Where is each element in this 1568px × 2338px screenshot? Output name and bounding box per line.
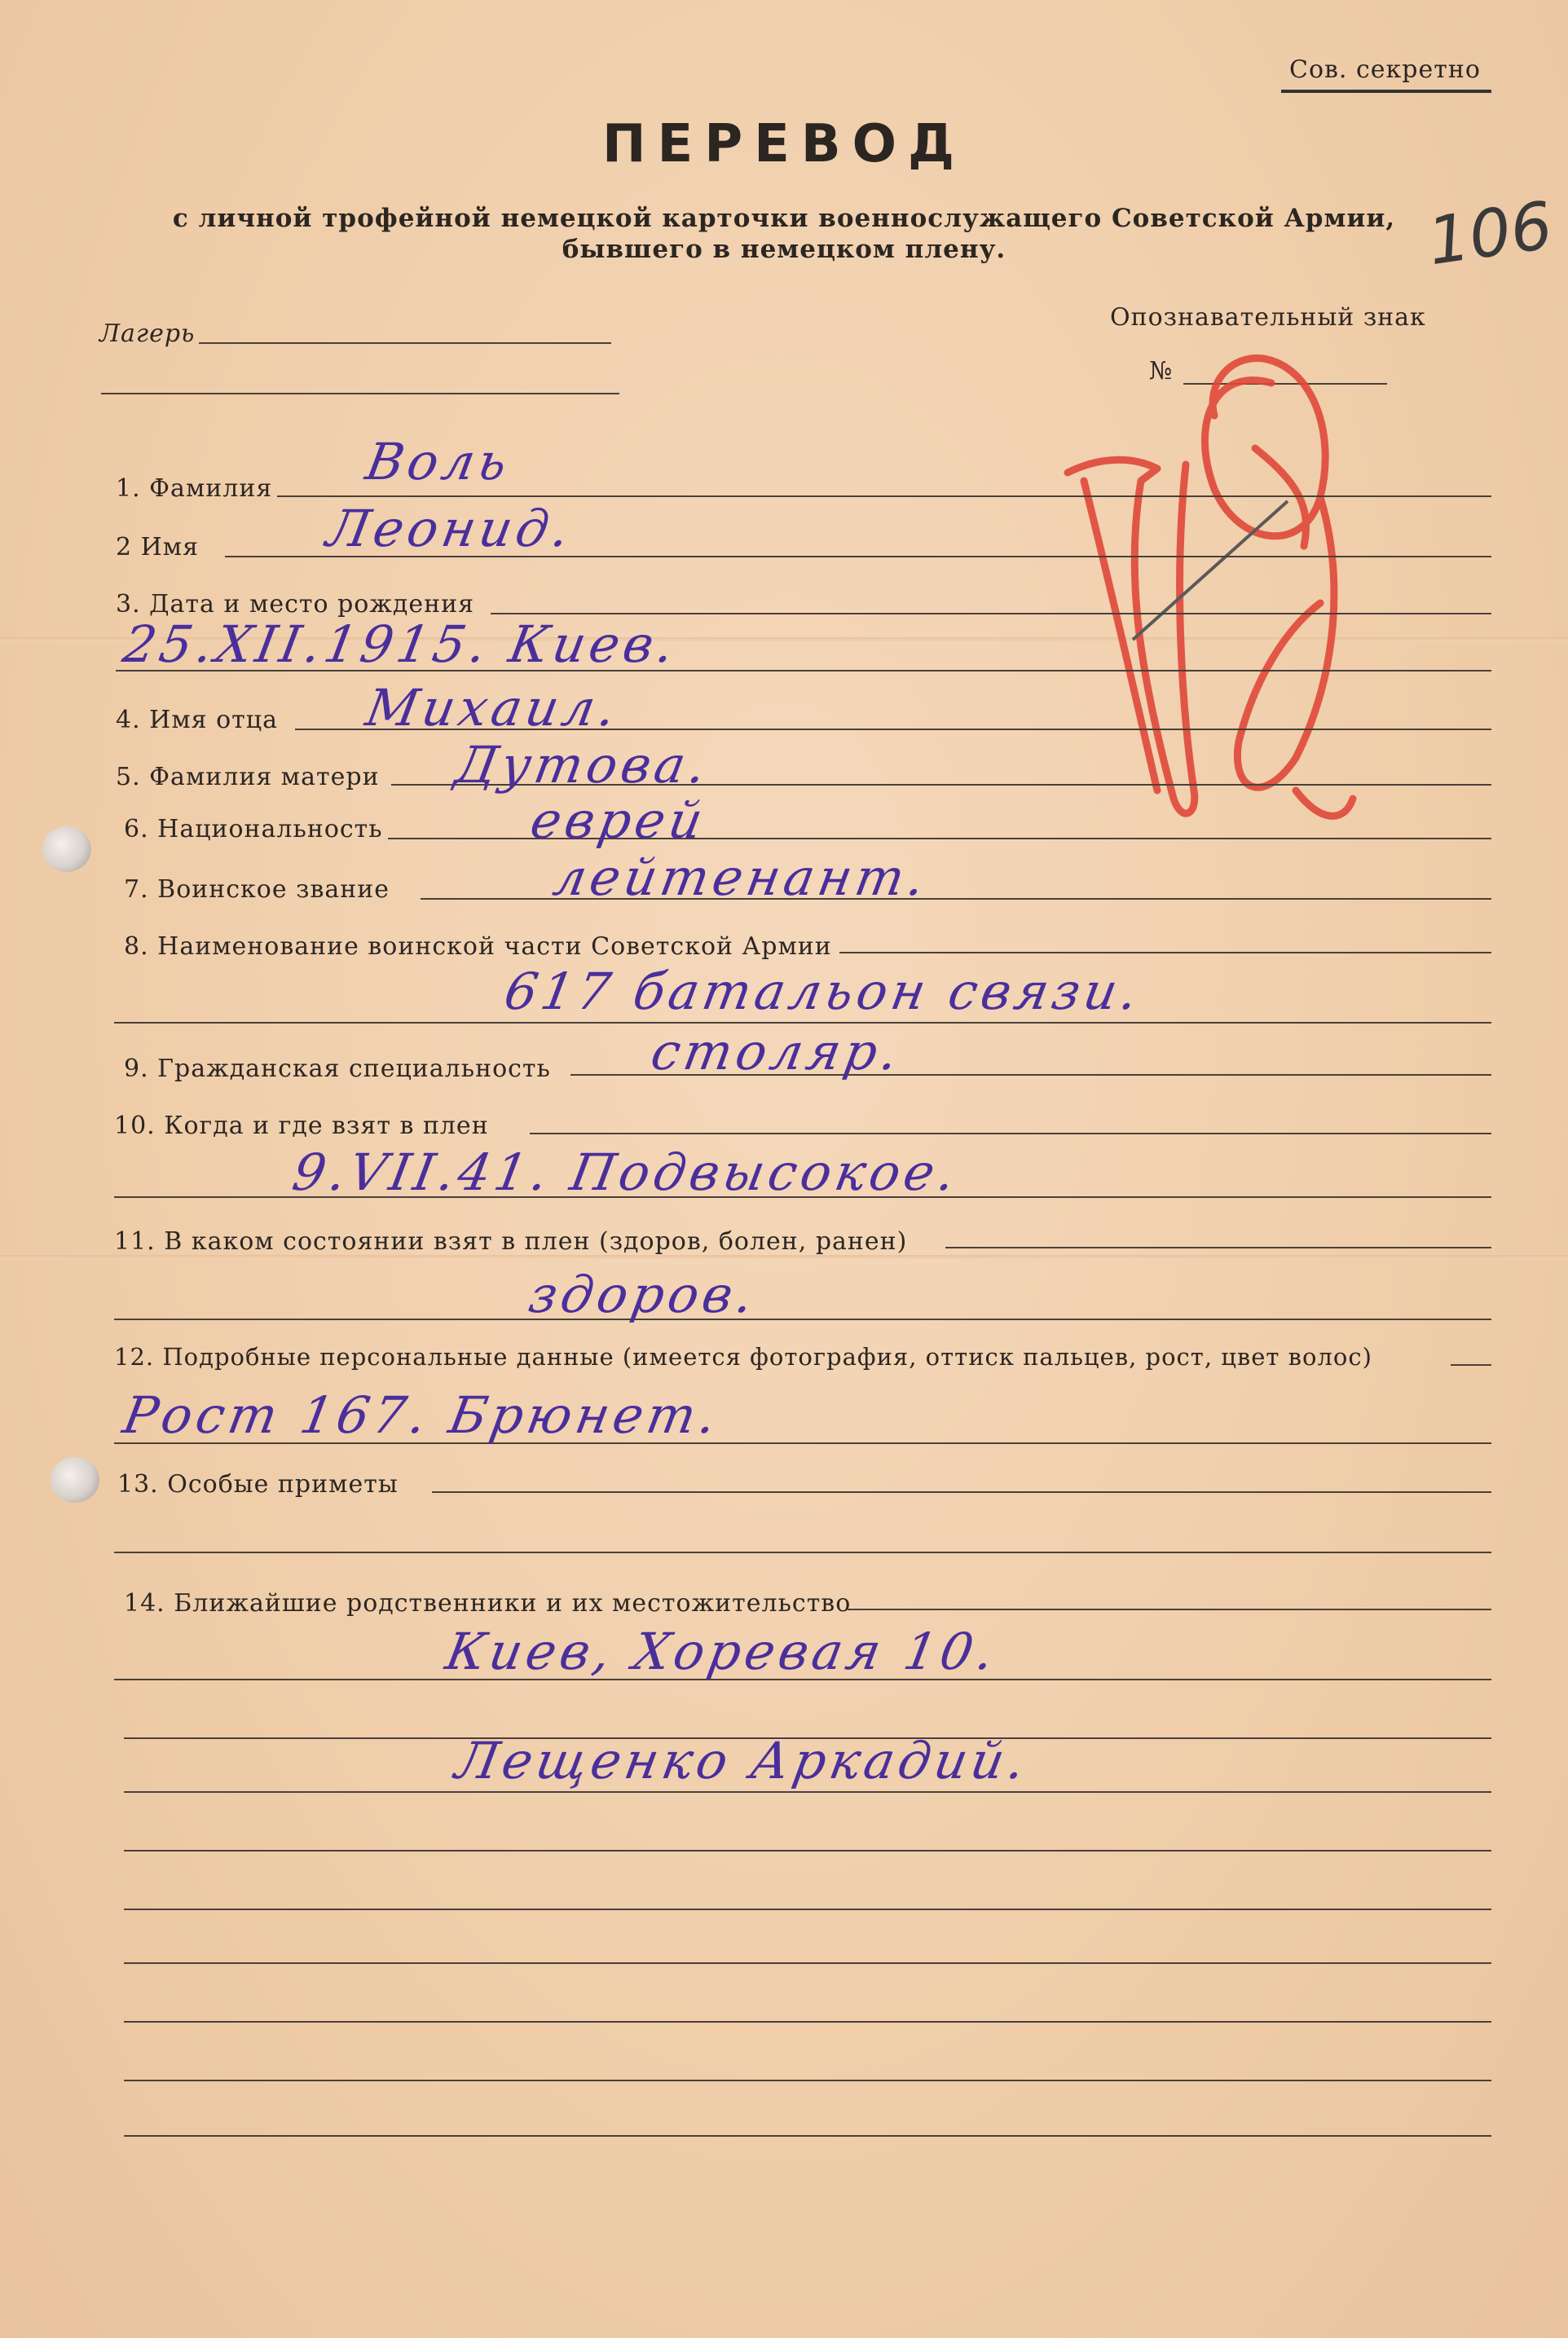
classification-underline <box>1281 90 1491 93</box>
field-12-label: 12. Подробные персональные данные (имеется фотография, оттиск пальцев, рост, цвет волос) <box>114 1343 1372 1371</box>
field-14-value-2: Лещенко Аркадий. <box>451 1731 1034 1790</box>
blank-line <box>124 1962 1491 1964</box>
field-13-label: 13. Особые приметы <box>117 1470 399 1499</box>
field-2-label: 2 Имя <box>116 533 200 561</box>
field-12-value: Рост 167. Брюнет. <box>118 1385 725 1445</box>
field-1-line <box>277 495 1491 497</box>
document-subtitle-line2: бывшего в немецком плену. <box>562 235 1006 264</box>
field-13-line <box>432 1491 1491 1493</box>
document-title: ПЕРЕВОД <box>601 114 967 174</box>
blank-line <box>124 2021 1491 2023</box>
field-11-line <box>945 1247 1491 1248</box>
camp-label: Лагерь <box>99 319 196 348</box>
field-11-line-2 <box>114 1319 1491 1320</box>
field-8-value: 617 батальон связи. <box>500 962 1147 1021</box>
field-14-value-1: Киев, Хоревая 10. <box>441 1622 1002 1681</box>
field-1-label: 1. Фамилия <box>116 474 273 503</box>
field-11-value: здоров. <box>524 1265 762 1324</box>
field-1-value: Воль <box>361 432 516 491</box>
field-4-label: 4. Имя отца <box>116 706 278 734</box>
camp-line-2 <box>101 393 619 394</box>
blank-line <box>124 1909 1491 1910</box>
tag-number-label: № <box>1149 357 1174 385</box>
blank-line <box>124 1850 1491 1851</box>
field-14-line-4 <box>124 1791 1491 1793</box>
punch-hole <box>51 1457 99 1503</box>
field-12-line <box>1451 1364 1491 1366</box>
punch-hole <box>42 826 91 872</box>
field-13-line-2 <box>114 1552 1491 1553</box>
field-6-value: еврей <box>526 790 711 850</box>
field-9-label: 9. Гражданская специальность <box>124 1055 551 1083</box>
tag-label: Опознавательный знак <box>1110 303 1426 332</box>
blank-line <box>124 2135 1491 2137</box>
field-14-line <box>848 1609 1491 1610</box>
field-5-value: Дутова. <box>451 735 715 795</box>
field-3-value: 25.XII.1915. Киев. <box>118 614 683 674</box>
classification-mark: Сов. секретно <box>1289 55 1481 84</box>
field-10-line <box>530 1133 1491 1134</box>
field-6-label: 6. Национальность <box>124 815 383 843</box>
field-8-label: 8. Наименование воинской части Советской Армии <box>124 932 832 961</box>
field-8-line <box>839 952 1491 953</box>
field-7-value: лейтенант. <box>548 848 934 907</box>
blank-line <box>124 2080 1491 2081</box>
field-3-label: 3. Дата и место рождения <box>116 590 475 619</box>
red-pencil-mark <box>1051 334 1410 839</box>
field-10-label: 10. Когда и где взят в плен <box>114 1112 489 1140</box>
document-subtitle-line1: с личной трофейной немецкой карточки военнослужащего Советской Армии, <box>172 204 1396 233</box>
field-14-label: 14. Ближайшие родственники и их местожительство <box>124 1589 852 1618</box>
field-5-label: 5. Фамилия матери <box>116 763 380 791</box>
field-2-value: Леонид. <box>322 499 578 558</box>
field-4-value: Михаил. <box>361 678 624 738</box>
handwritten-sheet-number: 106 <box>1423 187 1557 280</box>
field-9-value: столяр. <box>646 1022 907 1081</box>
field-11-label: 11. В каком состоянии взят в плен (здоров, болен, ранен) <box>114 1227 908 1256</box>
camp-line <box>199 342 611 344</box>
field-7-label: 7. Воинское звание <box>124 875 390 904</box>
field-10-value: 9.VII.41. Подвысокое. <box>288 1143 964 1202</box>
